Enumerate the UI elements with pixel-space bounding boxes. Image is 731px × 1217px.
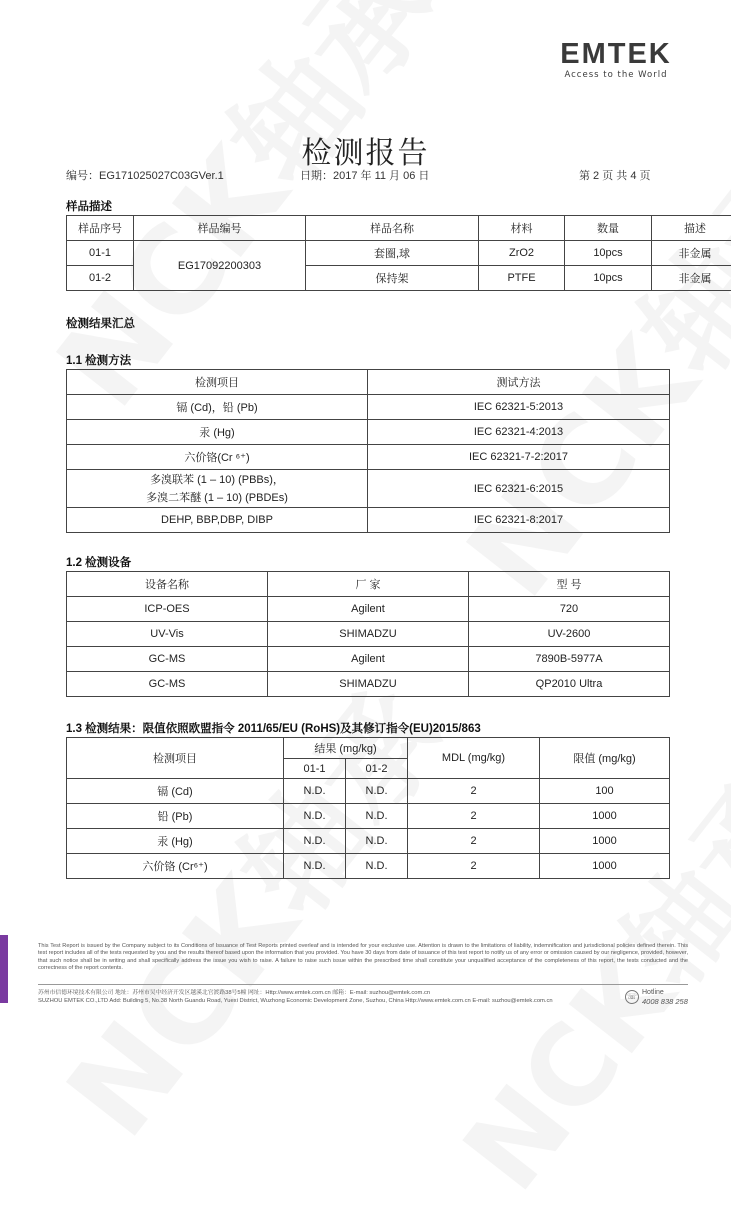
table-cell: IEC 62321-7-2:2017 — [368, 445, 670, 470]
table-cell: N.D. — [346, 804, 408, 829]
table-cell: UV-Vis — [67, 622, 268, 647]
table-cell: 非金属 — [652, 241, 731, 266]
table-cell: 镉 (Cd)，铅 (Pb) — [67, 395, 368, 420]
table-header: 样品名称 — [306, 216, 479, 241]
results-table — [66, 737, 670, 879]
table-header: 型 号 — [469, 572, 670, 597]
footer-notice: This Test Report is issued by the Company subject to its Conditions of Issuance of Test Reports printed overleaf and is intended for your exclusive use. Attention is drawn to the limitations of liability, indemnification and jurisdictional policies defined therein. This test report includes all of the tests requested by you and the results thereof based upon the information that you provided. You have 30 days from date of issuance of this test report to notify us of any error or omission caused by our negligence, provided, however, that such notice shall be in writing and shall specifically address the issue you wish to raise. A failure to raise such issue within the prescribed time shall constitute your unqualified acceptance of the completeness of this report, the tests conducted and the correctness of the report contents. — [38, 943, 688, 973]
table-header: MDL (mg/kg) — [408, 738, 540, 779]
table-cell: 铅 (Pb) — [67, 804, 284, 829]
table-header: 设备名称 — [67, 572, 268, 597]
table-cell: 2 — [408, 829, 540, 854]
methods-heading: 1.1 检测方法 — [66, 352, 131, 368]
table-cell: QP2010 Ultra — [469, 672, 670, 697]
table-row — [67, 854, 670, 879]
table-header: 01-1 — [284, 759, 346, 779]
table-row — [67, 597, 670, 622]
table-header: 数量 — [565, 216, 652, 241]
table-cell: N.D. — [284, 854, 346, 879]
methods-table — [66, 369, 670, 533]
cell-line: 多溴联苯 (1 – 10) (PBBs)， — [67, 471, 367, 489]
table-row — [67, 779, 670, 804]
report-date: 日期：2017 年 11 月 06 日 — [300, 167, 429, 183]
table-header: 限值 (mg/kg) — [540, 738, 670, 779]
equipment-heading: 1.2 检测设备 — [66, 554, 131, 570]
summary-heading: 检测结果汇总 — [66, 315, 135, 331]
table-row — [67, 647, 670, 672]
table-header: 厂 家 — [268, 572, 469, 597]
table-cell: 非金属 — [652, 266, 731, 291]
table-header: 样品编号 — [134, 216, 306, 241]
footer-address — [38, 989, 628, 1005]
table-cell: IEC 62321-5:2013 — [368, 395, 670, 420]
table-cell: N.D. — [284, 829, 346, 854]
table-cell: 1000 — [540, 804, 670, 829]
sample-section-heading: 样品描述 — [66, 198, 112, 214]
table-row — [67, 241, 731, 266]
table-cell: UV-2600 — [469, 622, 670, 647]
table-header-row — [67, 216, 731, 241]
table-row — [67, 420, 670, 445]
table-cell: 10pcs — [565, 241, 652, 266]
footer-divider — [38, 984, 688, 985]
equipment-table — [66, 571, 670, 697]
table-row — [67, 508, 670, 533]
table-cell — [67, 470, 368, 508]
table-cell: 2 — [408, 804, 540, 829]
table-cell: 2 — [408, 779, 540, 804]
report-number: 编号：EG171025027C03GVer.1 — [66, 167, 224, 183]
table-cell: 镉 (Cd) — [67, 779, 284, 804]
table-cell: GC-MS — [67, 672, 268, 697]
hotline-label: Hotline — [642, 989, 664, 996]
table-cell: SHIMADZU — [268, 622, 469, 647]
footer-address-en: SUZHOU EMTEK CO.,LTD Add: Building 5, No.38 North Guandu Road, Yuexi District, Wuzhong Economic Development Zone, Suzhou, China Http://www.emtek.com.cn E-mail: suzhou@emtek.com.cn — [38, 997, 628, 1005]
watermark — [420, 109, 731, 626]
table-cell: 720 — [469, 597, 670, 622]
table-cell: 10pcs — [565, 266, 652, 291]
table-cell: N.D. — [346, 829, 408, 854]
table-cell: 7890B-5977A — [469, 647, 670, 672]
table-cell: SHIMADZU — [268, 672, 469, 697]
table-cell: 汞 (Hg) — [67, 420, 368, 445]
table-row — [67, 395, 670, 420]
table-row — [67, 622, 670, 647]
table-cell: EG17092200303 — [134, 241, 306, 291]
cell-line: 多溴二苯醚 (1 – 10) (PBDEs) — [67, 489, 367, 507]
hotline-number: 4008 838 258 — [642, 997, 688, 1006]
table-cell: N.D. — [346, 854, 408, 879]
table-cell: 1000 — [540, 854, 670, 879]
page-number: 第 2 页 共 4 页 — [579, 167, 651, 183]
footer-accent-bar — [0, 935, 8, 1003]
sample-table — [66, 215, 731, 291]
table-cell: IEC 62321-4:2013 — [368, 420, 670, 445]
table-cell: GC-MS — [67, 647, 268, 672]
footer-address-cn: 苏州市信德环境技术有限公司 地址：苏州市吴中经济开发区越溪北官渡路38号5幢 网址：Http://www.emtek.com.cn 邮箱：E-mail: suzhou@emtek.com.cn — [38, 989, 628, 997]
table-cell: Agilent — [268, 647, 469, 672]
table-row — [67, 445, 670, 470]
table-cell: 2 — [408, 854, 540, 879]
table-header-row — [67, 738, 670, 759]
table-row — [67, 829, 670, 854]
table-cell: PTFE — [479, 266, 565, 291]
table-cell: N.D. — [284, 804, 346, 829]
table-header: 样品序号 — [67, 216, 134, 241]
table-header: 01-2 — [346, 759, 408, 779]
table-row — [67, 470, 670, 508]
table-cell: 1000 — [540, 829, 670, 854]
table-cell: 六价铬 (Cr⁶⁺) — [67, 854, 284, 879]
table-cell: Agilent — [268, 597, 469, 622]
table-cell: N.D. — [284, 779, 346, 804]
table-cell: 01-2 — [67, 266, 134, 291]
table-row — [67, 804, 670, 829]
table-cell: 保持架 — [306, 266, 479, 291]
table-header: 检测项目 — [67, 370, 368, 395]
table-header: 测试方法 — [368, 370, 670, 395]
page-title: 检测报告 — [0, 128, 731, 172]
table-header: 材料 — [479, 216, 565, 241]
table-cell: DEHP, BBP,DBP, DIBP — [67, 508, 368, 533]
logo-tagline: Access to the World — [546, 70, 686, 80]
logo-word: EMTEK — [546, 40, 686, 68]
table-cell: 汞 (Hg) — [67, 829, 284, 854]
table-cell: 六价铬(Cr ⁶⁺) — [67, 445, 368, 470]
table-cell: ICP-OES — [67, 597, 268, 622]
company-logo — [546, 40, 686, 80]
table-cell: ZrO2 — [479, 241, 565, 266]
results-heading: 1.3 检测结果：限值依照欧盟指令 2011/65/EU (RoHS)及其修订指令(EU)2015/863 — [66, 720, 481, 736]
table-header: 检测项目 — [67, 738, 284, 779]
table-cell: 01-1 — [67, 241, 134, 266]
table-header: 结果 (mg/kg) — [284, 738, 408, 759]
table-cell: IEC 62321-8:2017 — [368, 508, 670, 533]
table-header-row — [67, 572, 670, 597]
table-row — [67, 672, 670, 697]
table-header: 描述 — [652, 216, 731, 241]
table-cell: 100 — [540, 779, 670, 804]
table-cell: IEC 62321-6:2015 — [368, 470, 670, 508]
phone-icon: ☏ — [625, 990, 639, 1004]
table-cell: 套圈,球 — [306, 241, 479, 266]
table-cell: N.D. — [346, 779, 408, 804]
table-header-row — [67, 370, 670, 395]
